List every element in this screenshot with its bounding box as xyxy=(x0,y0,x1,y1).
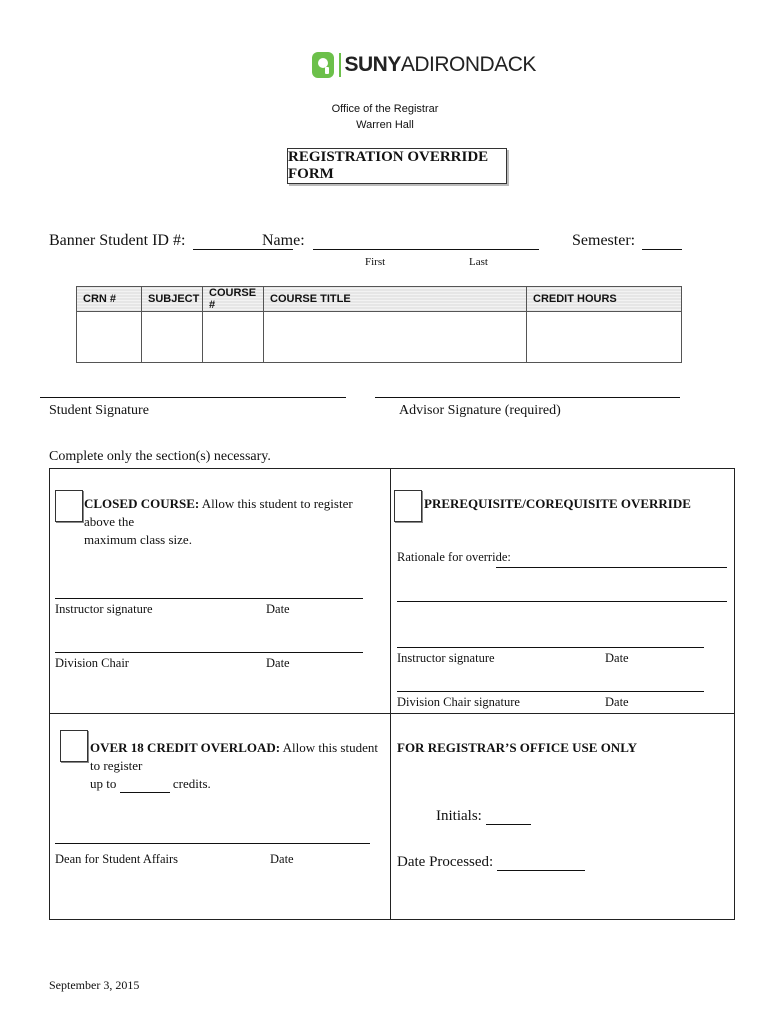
instructions: Complete only the section(s) necessary. xyxy=(49,449,271,464)
date-processed-line[interactable] xyxy=(497,856,585,871)
closed-division-chair-line[interactable] xyxy=(55,652,363,653)
course-title-cell[interactable] xyxy=(264,312,527,363)
semester-label: Semester: xyxy=(572,232,636,249)
initials-field[interactable] xyxy=(436,808,531,825)
closed-date-label-2: Date xyxy=(266,656,290,670)
date-processed-field[interactable] xyxy=(397,854,585,871)
course-table xyxy=(76,286,682,363)
overload-desc-1: Allow this student to register xyxy=(90,740,378,773)
rationale-line-2[interactable] xyxy=(397,601,727,602)
prereq-instructor-signature-line[interactable] xyxy=(397,647,704,648)
overload-up-to: up to xyxy=(90,776,117,791)
col-credit-hours: CREDIT HOURS xyxy=(527,287,682,312)
footer-date: September 3, 2015 xyxy=(49,978,140,992)
registrar-title: FOR REGISTRAR’S OFFICE USE ONLY xyxy=(397,740,638,755)
course-table-header-row xyxy=(77,287,682,312)
student-signature-line[interactable] xyxy=(40,397,346,398)
closed-course-title: CLOSED COURSE: xyxy=(84,496,200,511)
initials-label: Initials: xyxy=(436,808,482,824)
rationale-line-1[interactable] xyxy=(496,567,727,568)
col-crn: CRN # xyxy=(77,287,142,312)
suny-adirondack-logo xyxy=(312,48,536,82)
closed-course-text xyxy=(84,495,384,549)
logo-mark-icon xyxy=(312,52,334,78)
advisor-signature-line[interactable] xyxy=(375,397,680,398)
closed-division-chair-label: Division Chair xyxy=(55,656,129,670)
last-name-label: Last xyxy=(469,256,488,268)
student-signature-label: Student Signature xyxy=(49,403,149,418)
first-name-label: First xyxy=(365,256,386,268)
semester-line[interactable] xyxy=(642,235,682,250)
advisor-signature-label: Advisor Signature (required) xyxy=(399,403,561,418)
overload-credits-label: credits. xyxy=(172,776,211,791)
initials-line[interactable] xyxy=(486,810,531,825)
closed-instructor-signature-label: Instructor signature xyxy=(55,602,153,616)
student-id-field[interactable] xyxy=(49,232,293,250)
dean-signature-label: Dean for Student Affairs xyxy=(55,852,179,866)
overload-text xyxy=(90,739,386,793)
prerequisite-title: PREREQUISITE/COREQUISITE OVERRIDE xyxy=(424,496,691,511)
office-address xyxy=(0,101,770,133)
col-course-number: COURSE # xyxy=(203,287,264,312)
name-field[interactable] xyxy=(262,232,539,250)
table-row xyxy=(77,312,682,363)
closed-course-desc-1: Allow this student to register above the xyxy=(84,496,353,529)
dean-signature-line[interactable] xyxy=(55,843,370,844)
overload-credits-line[interactable] xyxy=(120,780,170,793)
crn-cell[interactable] xyxy=(77,312,142,363)
logo-text: SUNYADIRONDACK xyxy=(344,53,536,76)
office-line-1: Office of the Registrar xyxy=(331,103,439,115)
overload-title: OVER 18 CREDIT OVERLOAD: xyxy=(90,740,281,755)
course-number-cell[interactable] xyxy=(203,312,264,363)
section-vertical-divider xyxy=(390,468,391,919)
prerequisite-checkbox[interactable] xyxy=(394,490,422,522)
logo-divider xyxy=(339,53,341,77)
rationale-label: Rationale for override: xyxy=(397,550,511,564)
subject-cell[interactable] xyxy=(142,312,203,363)
prereq-division-chair-line[interactable] xyxy=(397,691,704,692)
closed-instructor-signature-line[interactable] xyxy=(55,598,363,599)
closed-date-label-1: Date xyxy=(266,602,290,616)
section-horizontal-divider xyxy=(49,713,734,714)
date-processed-label: Date Processed: xyxy=(397,854,494,870)
prereq-division-chair-label: Division Chair signature xyxy=(397,695,520,709)
form-title: REGISTRATION OVERRIDE FORM xyxy=(287,148,507,184)
semester-field[interactable] xyxy=(572,232,682,250)
prereq-date-label-1: Date xyxy=(605,651,629,665)
closed-course-checkbox[interactable] xyxy=(55,490,83,522)
col-subject: SUBJECT xyxy=(142,287,203,312)
col-course-title: COURSE TITLE xyxy=(264,287,527,312)
name-line[interactable] xyxy=(313,235,539,250)
student-id-label: Banner Student ID #: xyxy=(49,232,186,249)
closed-course-desc-2: maximum class size. xyxy=(84,532,192,547)
prereq-instructor-signature-label: Instructor signature xyxy=(397,651,495,665)
prereq-date-label-2: Date xyxy=(605,695,629,709)
credit-hours-cell[interactable] xyxy=(527,312,682,363)
name-label: Name: xyxy=(262,232,305,249)
overload-checkbox[interactable] xyxy=(60,730,88,762)
dean-date-label: Date xyxy=(270,852,294,866)
office-line-2: Warren Hall xyxy=(356,119,414,131)
